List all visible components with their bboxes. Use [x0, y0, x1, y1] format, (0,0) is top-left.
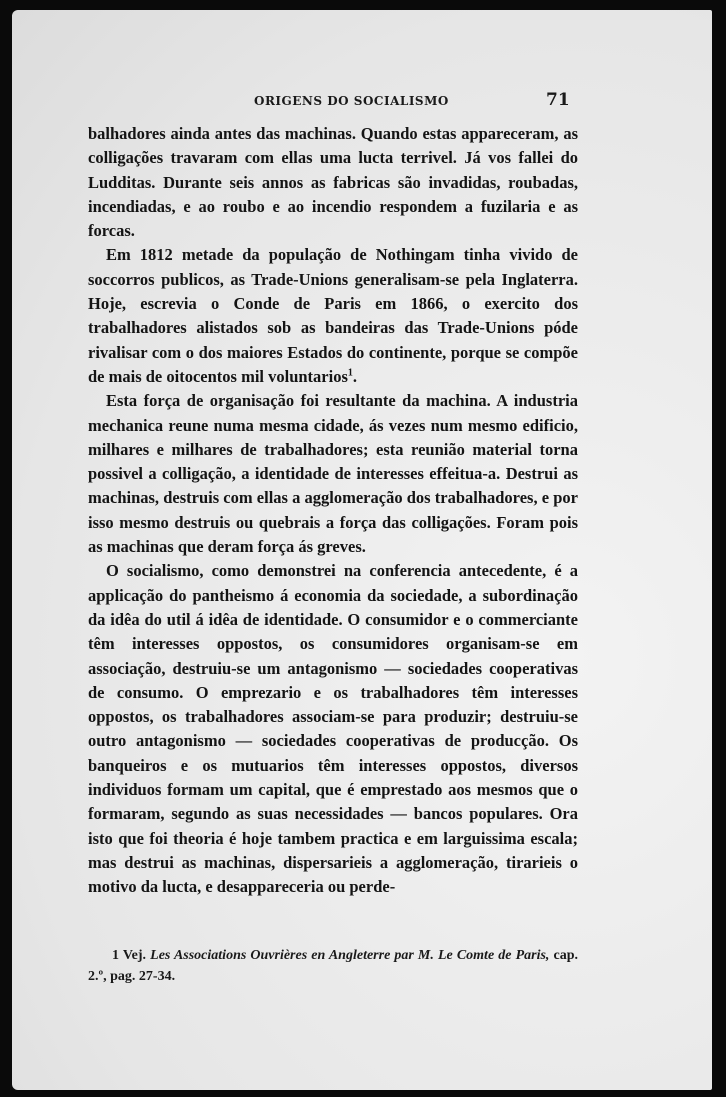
- footnote-suffix: cap. 2.º, pag. 27-34.: [88, 948, 579, 984]
- running-head: [84, 92, 584, 114]
- footnote-number: 1: [112, 948, 119, 963]
- body-text: [88, 122, 578, 900]
- paragraph: O socialismo, como demonstrei na conferencia antecedente, é a applicação do pantheismo á economia da sociedade, a subordinação da idêa do util á idêa de identidade. O consumidor e o commerciante têm interesses oppostos, os consumidores organisam-se em associação, destruiu-se um antagonismo — sociedades cooperativas de consumo. O emprezario e os trabalhadores têm interesses oppostos, os trabalhadores associam-se para produzir; destruiu-se outro antagonismo — sociedades cooperativas de producção. Os banqueiros e os mutuarios têm interesses oppostos, diversos individuos formam um capital, que é emprestado aos mesmos que o formaram, segundo as suas necessidades — bancos populares. Ora isto que foi theoria é hoje tambem practica e em larguissima escala; mas destrui as machinas, dispersarieis a agglomeração, tirarieis o motivo da lucta, e desappareceria ou perde-: [88, 561, 578, 897]
- paragraph-text: Em 1812 metade da população de Nothingam tinha vivido de soccorros publicos, as Trade-Unions generalisam-se pela Inglaterra. Hoje, escrevia o Conde de Paris em 1866, o exercito dos trabalhadores alistados sob as bandeiras das Trade-Unions póde rivalisar com o dos maiores Estados do continente, porque se compõe de mais de oitocentos mil voluntarios: [88, 245, 578, 386]
- paragraph: balhadores ainda antes das machinas. Quando estas appareceram, as colligações travaram com ellas uma lucta terrivel. Já vos fallei do Ludditas. Durante seis annos as fabricas são invadidas, roubadas, incendiadas, e ao roubo e ao incendio respondem a fuzilaria e as forcas.: [88, 124, 578, 241]
- footnote-citation: Les Associations Ouvrières en Angleterre par M. Le Comte de Paris,: [150, 948, 550, 963]
- page-number: 71: [546, 90, 570, 110]
- paragraph: Esta força de organisação foi resultante da machina. A industria mechanica reune numa mesma cidade, ás vezes num mesmo edificio, milhares e milhares de trabalhadores; esta reunião material torna possivel a colligação, a identidade de interesses effeitua-a. Destrui as machinas, destruis com ellas a agglomeração dos trabalhadores, e por isso mesmo destruis ou quebrais a força das colligações. Foram pois as machinas que deram força ás greves.: [88, 391, 578, 557]
- footnote-marker: 1: [347, 367, 353, 379]
- paragraph: Em 1812 metade da população de Nothingam tinha vivido de soccorros publicos, as Trade-Unions generalisam-se pela Inglaterra. Hoje, escrevia o Conde de Paris em 1866, o exercito dos trabalhadores alistados sob as bandeiras das Trade-Unions póde rivalisar com o dos maiores Estados do continente, porque se compõe de mais de oitocentos mil voluntarios$^1$.: [88, 245, 578, 386]
- footnote-prefix: Vej.: [122, 948, 151, 963]
- footnote: [88, 945, 578, 987]
- running-title: ORIGENS DO SOCIALISMO: [254, 94, 449, 108]
- book-page: [12, 10, 712, 1090]
